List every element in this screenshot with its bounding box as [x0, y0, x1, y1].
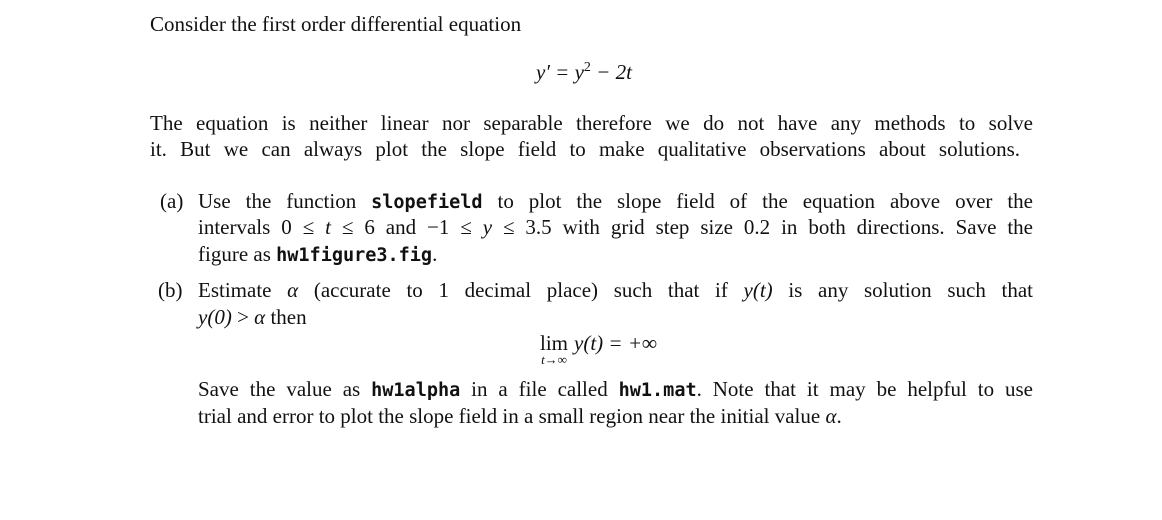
- limit-subscript: t→∞: [541, 352, 567, 367]
- code-figure-filename: hw1figure3.fig: [276, 245, 433, 266]
- part-a-marker: (a): [160, 189, 184, 213]
- paragraph-line-2: it. But we can always plot the slope field to make qualitative observations about solutions.: [150, 137, 1020, 161]
- part-a-line-1: Use the function slopefield to plot the slope field of the equation above over the: [198, 189, 1033, 213]
- intro-text: [150, 12, 521, 37]
- limit-word: lim: [540, 331, 569, 355]
- paragraph-line-1: The equation is neither linear nor separable therefore we do not have any methods to solve: [150, 111, 1033, 135]
- intro-line: Consider the first order differential equation: [150, 12, 522, 36]
- code-hw1alpha: hw1alpha: [371, 380, 461, 401]
- code-hw1-mat: hw1.mat: [618, 380, 697, 401]
- part-b-last-line: trial and error to plot the slope field in a small region near the initial value α.: [198, 404, 842, 428]
- code-slopefield: slopefield: [371, 192, 483, 213]
- part-b-line-2: y(0) > α then: [198, 305, 307, 329]
- part-b-marker: (b): [158, 278, 183, 302]
- equation-lhs: y′ = y: [536, 60, 584, 84]
- part-b-save-line: Save the value as hw1alpha in a file called hw1.mat. Note that it may be helpful to use: [198, 377, 1033, 401]
- part-b-line-1: Estimate α (accurate to 1 decimal place) such that if y(t) is any solution such that: [198, 278, 1033, 302]
- part-a-line-3: figure as hw1figure3.fig.: [198, 242, 438, 266]
- equation-exponent: 2: [583, 60, 591, 75]
- limit-display: [540, 332, 657, 366]
- equation-rhs: − 2t: [590, 60, 632, 84]
- equation-display: [536, 60, 632, 85]
- limit-expression: y(t) = +∞: [574, 331, 657, 355]
- part-a-line-2: intervals 0 ≤ t ≤ 6 and −1 ≤ y ≤ 3.5 with grid step size 0.2 in both directions. Save the: [198, 215, 1033, 239]
